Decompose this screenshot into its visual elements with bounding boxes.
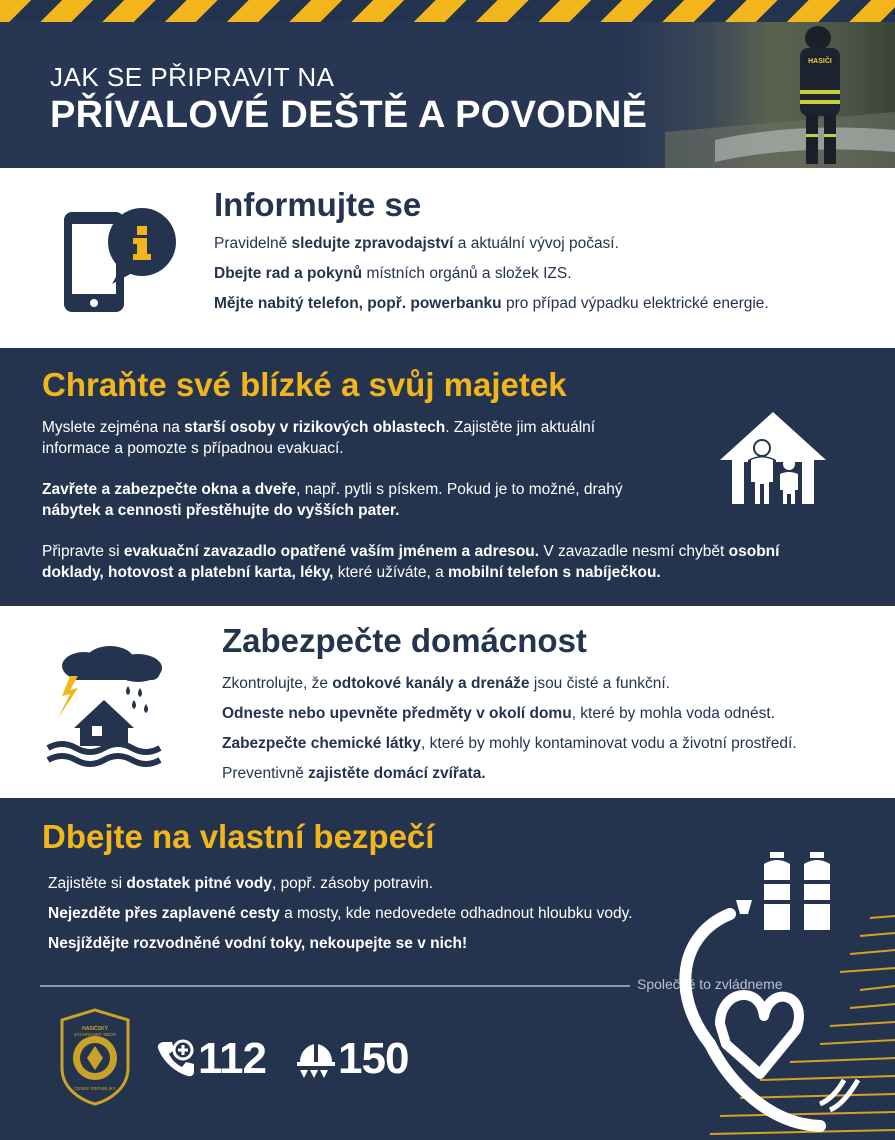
text-segment: a mosty, kde nedovedete odhadnout hloubku vody. (279, 905, 633, 922)
text-segment: starší osoby v rizikových oblastech (184, 419, 446, 436)
header-title-line1: JAK SE PŘIPRAVIT NA (50, 62, 335, 92)
section4-title: Dbejte na vlastní bezpečí (42, 818, 435, 855)
section1-line-1 (214, 234, 619, 255)
section4-line-3 (48, 934, 467, 955)
text-segment: Nesjíždějte rozvodněné vodní toky, nekoupejte se v nich! (48, 935, 468, 952)
phone-info-icon (60, 204, 180, 316)
header-title-line2: PŘÍVALOVÉ DEŠTĚ A POVODNĚ (50, 94, 648, 136)
hazard-stripe (0, 0, 895, 22)
svg-text:ZÁCHRANNÝ SBOR: ZÁCHRANNÝ SBOR (73, 1032, 117, 1037)
heart-hand-icon (670, 894, 870, 1134)
fire-number[interactable]: 150 (338, 1034, 409, 1083)
text-segment: , popř. zásoby potravin. (271, 875, 434, 892)
text-segment: Zajistěte si (48, 875, 127, 892)
text-segment: Zavřete a zabezpečte okna a dveře (42, 481, 297, 498)
text-segment: osobní doklady, hotovost a platební karta, léky, (42, 543, 780, 581)
section-chrante (0, 348, 895, 606)
section-informujte (0, 168, 895, 348)
svg-text:HASIČI: HASIČI (808, 58, 832, 65)
text-segment: jsou čisté a funkční. (529, 675, 670, 692)
section3-line-3 (222, 734, 797, 755)
section1-title: Informujte se (214, 186, 422, 223)
section4-line-2 (48, 904, 633, 925)
header-banner (0, 22, 895, 168)
text-segment: , např. pytli s pískem. Pokud je to možné, drahý (296, 481, 623, 498)
text-segment: dostatek pitné vody (126, 875, 272, 892)
text-segment: pro případ výpadku elektrické energie. (501, 295, 769, 312)
firefighter-helmet-icon (296, 1040, 336, 1078)
firefighter-photo (625, 22, 895, 168)
text-segment: místních orgánů a složek IZS. (362, 265, 572, 282)
section3-line-2 (222, 704, 775, 725)
section2-paragraph-2 (42, 480, 642, 522)
text-segment: , které by mohla voda odnést. (571, 705, 776, 722)
text-segment: zajistěte domácí zvířata. (308, 765, 486, 782)
divider (40, 985, 630, 987)
section-bezpeci (0, 798, 895, 1140)
svg-text:ČESKÉ REPUBLIKY: ČESKÉ REPUBLIKY (74, 1086, 116, 1091)
text-segment: Zabezpečte chemické látky (222, 735, 422, 752)
section2-paragraph-1 (42, 418, 602, 460)
house-family-icon (718, 410, 828, 506)
text-segment: . Zajistěte jim aktuální informace a pomozte s případnou evakuací. (42, 419, 596, 457)
svg-text:HASIČSKÝ: HASIČSKÝ (82, 1026, 108, 1032)
text-segment: Mějte nabitý telefon, popř. powerbanku (214, 295, 502, 312)
text-segment: V zavazadle nesmí chybět (539, 543, 729, 560)
emergency-number[interactable]: 112 (198, 1034, 266, 1083)
text-segment: sledujte zpravodajství (291, 235, 454, 252)
text-segment: Myslete zejména na (42, 419, 185, 436)
text-segment: , které by mohly kontaminovat vodu a životní prostředí. (421, 735, 797, 752)
text-segment: nábytek a cennosti přestěhujte do vyšších pater. (42, 501, 400, 519)
section1-line-2 (214, 264, 572, 285)
slogan: Společně to zvládneme (637, 976, 783, 992)
emergency-phone-icon (156, 1038, 196, 1078)
text-segment: mobilní telefon s nabíječkou. (448, 563, 661, 581)
section2-paragraph-3 (42, 542, 812, 584)
section2-title: Chraňte své blízké a svůj majetek (42, 366, 567, 403)
text-segment: které užíváte, a (333, 563, 449, 581)
section3-line-1 (222, 674, 670, 695)
section1-line-3 (214, 294, 769, 315)
text-segment: Odneste nebo upevněte předměty v okolí domu (222, 705, 572, 722)
text-segment: evakuační zavazadlo opatřené vaším jménem a adresou. (123, 543, 540, 560)
text-segment: Připravte si (42, 543, 124, 560)
text-segment: Zkontrolujte, že (222, 675, 333, 692)
text-segment: Nejezděte přes zaplavené cesty (48, 905, 280, 922)
flood-house-icon (44, 646, 170, 772)
section3-title: Zabezpečte domácnost (222, 622, 587, 659)
text-segment: a aktuální vývoj počasí. (453, 235, 619, 252)
text-segment: odtokové kanály a drenáže (332, 675, 530, 692)
section-zabezpecte (0, 606, 895, 798)
hzs-badge-logo (58, 1008, 132, 1106)
text-segment: Pravidelně (214, 235, 292, 252)
text-segment: Preventivně (222, 765, 309, 782)
section4-line-1 (48, 874, 433, 895)
text-segment: Dbejte rad a pokynů (214, 265, 363, 282)
section3-line-4 (222, 764, 486, 785)
